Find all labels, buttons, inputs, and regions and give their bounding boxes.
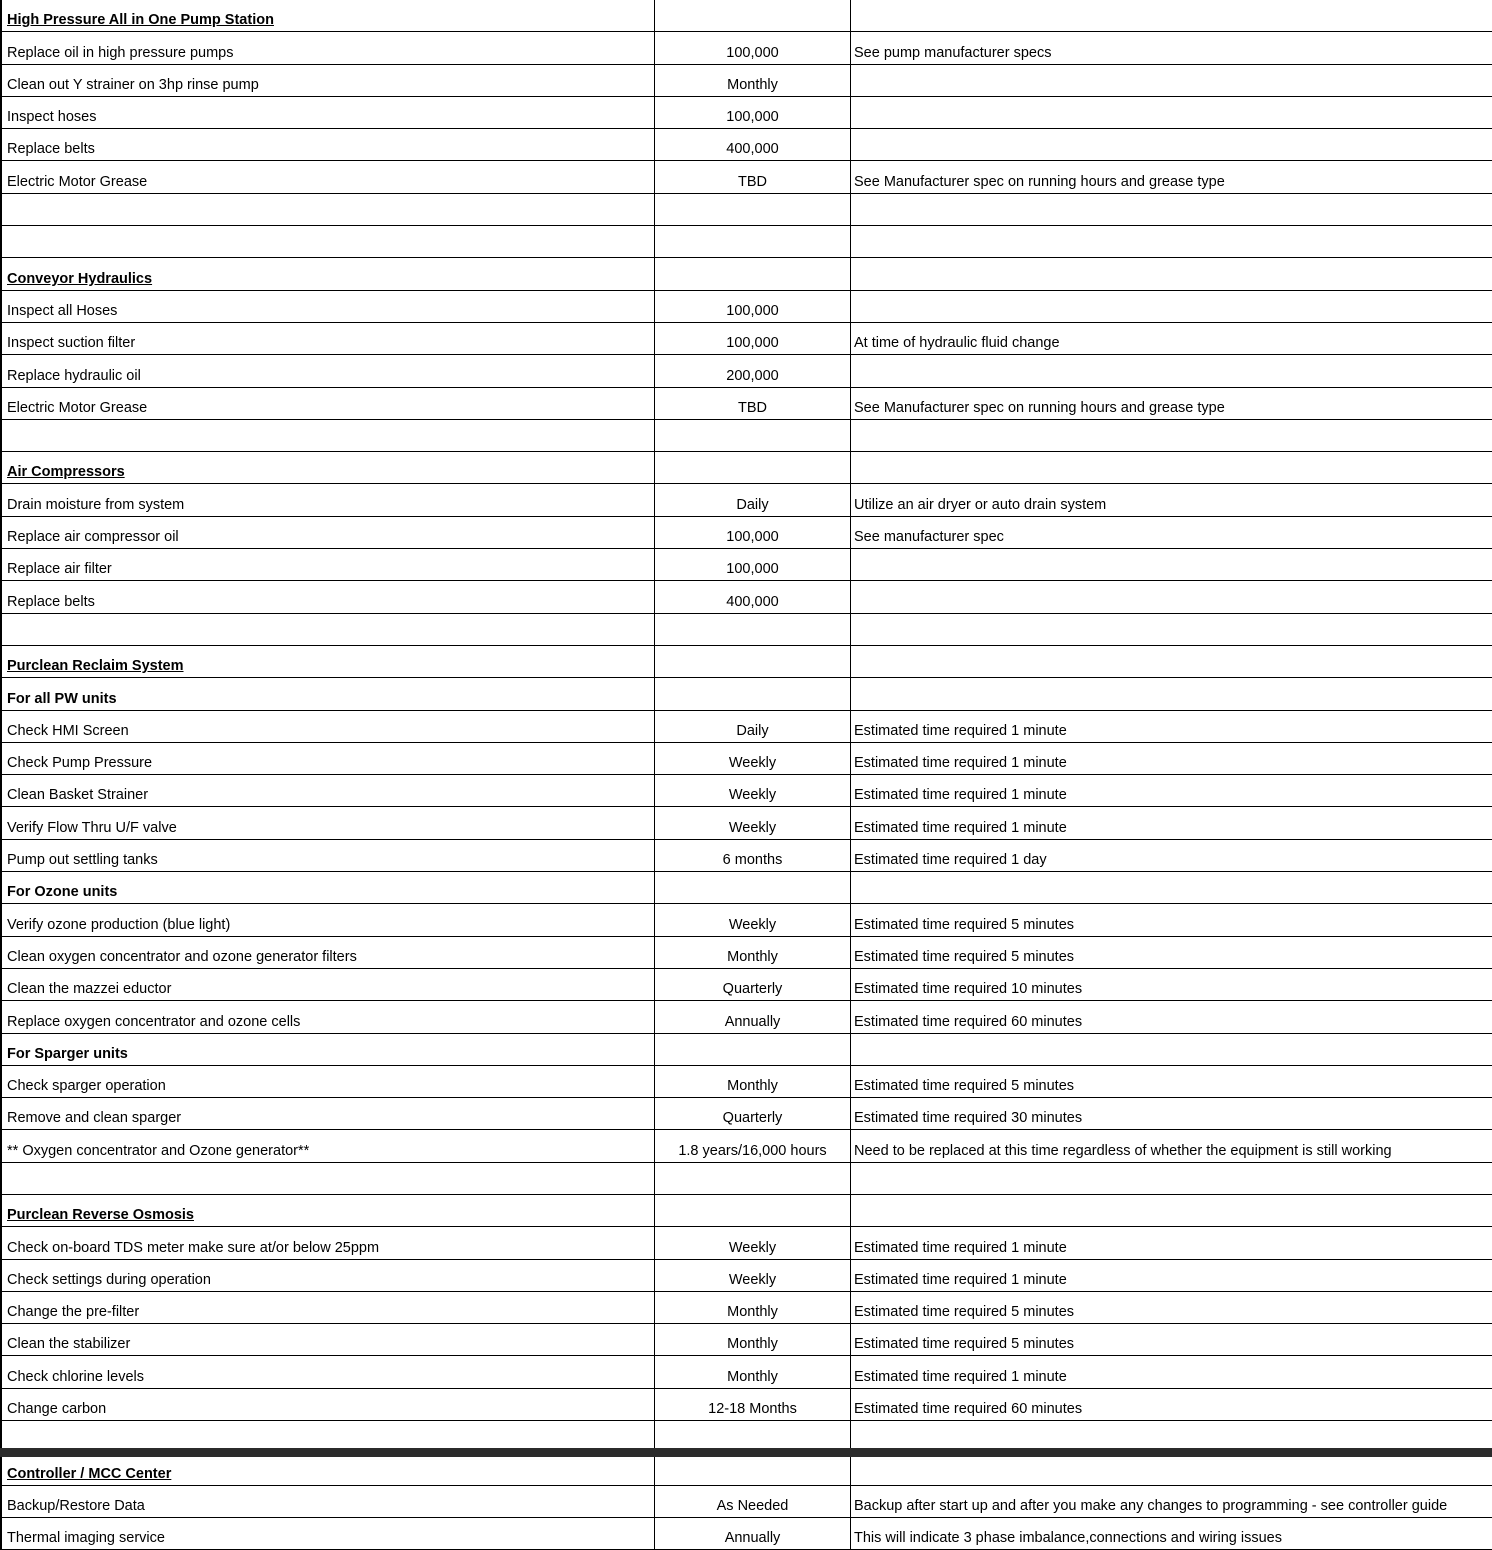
task-row	[1, 129, 1492, 161]
task-cell-text: Replace belts	[7, 141, 95, 157]
interval-cell[interactable]	[655, 1324, 851, 1356]
interval-cell-text: Quarterly	[723, 981, 783, 997]
interval-cell[interactable]	[655, 193, 851, 225]
interval-cell[interactable]	[655, 581, 851, 613]
note-cell-text: Estimated time required 1 minute	[854, 1272, 1067, 1288]
note-cell-text: See Manufacturer spec on running hours and grease type	[854, 400, 1225, 416]
interval-cell-text: 12-18 Months	[708, 1401, 797, 1417]
section-header-row	[1, 645, 1492, 677]
note-cell[interactable]	[851, 742, 1492, 774]
note-cell-text: Estimated time required 1 minute	[854, 723, 1067, 739]
task-row	[1, 1324, 1492, 1356]
interval-cell[interactable]	[655, 775, 851, 807]
note-cell[interactable]	[851, 807, 1492, 839]
task-cell[interactable]	[1, 226, 655, 258]
task-cell[interactable]	[1, 1356, 655, 1388]
interval-cell-text: Monthly	[727, 1078, 778, 1094]
note-cell[interactable]	[851, 775, 1492, 807]
note-cell[interactable]	[851, 1388, 1492, 1420]
task-cell-text: Inspect suction filter	[7, 335, 135, 351]
task-row	[1, 936, 1492, 968]
note-cell-text: Estimated time required 10 minutes	[854, 981, 1082, 997]
note-cell[interactable]	[851, 226, 1492, 258]
task-cell[interactable]	[1, 807, 655, 839]
interval-cell-text: Daily	[736, 497, 768, 513]
interval-cell-text: Weekly	[729, 917, 776, 933]
blank-row	[1, 226, 1492, 258]
task-cell-text: Replace belts	[7, 594, 95, 610]
task-row	[1, 1130, 1492, 1162]
section-title[interactable]	[1, 645, 655, 677]
task-cell[interactable]	[1, 1388, 655, 1420]
interval-cell[interactable]	[655, 452, 851, 484]
task-cell-text: Check sparger operation	[7, 1078, 166, 1094]
task-cell-text: Replace oxygen concentrator and ozone cells	[7, 1014, 300, 1030]
sheet-bottom-edge	[0, 1448, 1492, 1457]
interval-cell[interactable]	[655, 161, 851, 193]
interval-cell-text: 6 months	[723, 852, 783, 868]
interval-cell[interactable]	[655, 742, 851, 774]
task-cell-text: Clean the stabilizer	[7, 1336, 130, 1352]
note-cell-text: See manufacturer spec	[854, 529, 1004, 545]
task-cell-text: Drain moisture from system	[7, 497, 184, 513]
task-row	[1, 1517, 1492, 1549]
task-cell[interactable]	[1, 839, 655, 871]
note-cell[interactable]	[851, 193, 1492, 225]
interval-cell[interactable]	[655, 1485, 851, 1517]
note-cell-text: See pump manufacturer specs	[854, 45, 1051, 61]
task-cell[interactable]	[1, 129, 655, 161]
interval-cell-text: 400,000	[726, 141, 778, 157]
interval-cell-text: 400,000	[726, 594, 778, 610]
note-cell-text: Estimated time required 30 minutes	[854, 1110, 1082, 1126]
task-cell[interactable]	[1, 96, 655, 128]
task-row	[1, 549, 1492, 581]
task-cell-text: Change the pre-filter	[7, 1304, 139, 1320]
note-cell-text: Estimated time required 5 minutes	[854, 1078, 1074, 1094]
interval-cell-text: Monthly	[727, 1336, 778, 1352]
interval-cell[interactable]	[655, 968, 851, 1000]
note-cell[interactable]	[851, 1194, 1492, 1226]
task-row	[1, 710, 1492, 742]
note-cell[interactable]	[851, 1259, 1492, 1291]
task-row	[1, 1485, 1492, 1517]
interval-cell-text: 100,000	[726, 303, 778, 319]
note-cell-text: Estimated time required 1 day	[854, 852, 1047, 868]
task-cell[interactable]	[1, 32, 655, 64]
task-cell-text: Verify ozone production (blue light)	[7, 917, 230, 933]
interval-cell[interactable]	[655, 1098, 851, 1130]
task-row	[1, 904, 1492, 936]
note-cell-text: At time of hydraulic fluid change	[854, 335, 1060, 351]
task-row	[1, 1098, 1492, 1130]
interval-cell-text: TBD	[738, 400, 767, 416]
task-row	[1, 1356, 1492, 1388]
note-cell[interactable]	[851, 484, 1492, 516]
interval-cell[interactable]	[655, 678, 851, 710]
interval-cell[interactable]	[655, 904, 851, 936]
task-cell[interactable]	[1, 968, 655, 1000]
subsection-title-text: For all PW units	[7, 691, 117, 707]
task-cell-text: Backup/Restore Data	[7, 1498, 145, 1514]
interval-cell[interactable]	[655, 1453, 851, 1485]
note-cell[interactable]	[851, 710, 1492, 742]
task-cell[interactable]	[1, 1098, 655, 1130]
interval-cell[interactable]	[655, 1259, 851, 1291]
interval-cell-text: Annually	[725, 1530, 781, 1546]
interval-cell-text: Monthly	[727, 1304, 778, 1320]
subsection-title[interactable]	[1, 678, 655, 710]
note-cell[interactable]	[851, 1324, 1492, 1356]
interval-cell[interactable]	[655, 1162, 851, 1194]
section-title-text: Conveyor Hydraulics	[7, 271, 152, 287]
interval-cell[interactable]	[655, 64, 851, 96]
note-cell[interactable]	[851, 258, 1492, 290]
task-cell-text: ** Oxygen concentrator and Ozone generator**	[7, 1143, 309, 1159]
interval-cell-text: 200,000	[726, 368, 778, 384]
task-row	[1, 581, 1492, 613]
interval-cell[interactable]	[655, 516, 851, 548]
section-title[interactable]	[1, 258, 655, 290]
note-cell-text: Estimated time required 1 minute	[854, 820, 1067, 836]
note-cell[interactable]	[851, 1485, 1492, 1517]
subsection-title-text: For Sparger units	[7, 1046, 128, 1062]
task-cell[interactable]	[1, 613, 655, 645]
note-cell[interactable]	[851, 32, 1492, 64]
task-cell[interactable]	[1, 742, 655, 774]
note-cell[interactable]	[851, 936, 1492, 968]
task-cell-text: Replace oil in high pressure pumps	[7, 45, 234, 61]
note-cell-text: Estimated time required 5 minutes	[854, 1336, 1074, 1352]
note-cell-text: This will indicate 3 phase imbalance,connections and wiring issues	[854, 1530, 1282, 1546]
interval-cell-text: Annually	[725, 1014, 781, 1030]
task-cell[interactable]	[1, 484, 655, 516]
subsection-title[interactable]	[1, 872, 655, 904]
task-cell-text: Thermal imaging service	[7, 1530, 165, 1546]
note-cell-text: Utilize an air dryer or auto drain system	[854, 497, 1106, 513]
note-cell-text: Estimated time required 5 minutes	[854, 917, 1074, 933]
blank-row	[1, 419, 1492, 451]
interval-cell-text: 1.8 years/16,000 hours	[678, 1143, 826, 1159]
interval-cell[interactable]	[655, 484, 851, 516]
interval-cell[interactable]	[655, 872, 851, 904]
section-title[interactable]	[1, 1453, 655, 1485]
note-cell-text: Backup after start up and after you make any changes to programming - see controller guide	[854, 1498, 1447, 1514]
task-row	[1, 32, 1492, 64]
task-cell-text: Check HMI Screen	[7, 723, 129, 739]
task-cell[interactable]	[1, 1291, 655, 1323]
interval-cell[interactable]	[655, 322, 851, 354]
task-cell-text: Check on-board TDS meter make sure at/or below 25ppm	[7, 1240, 379, 1256]
task-cell[interactable]	[1, 1324, 655, 1356]
interval-cell-text: Monthly	[727, 949, 778, 965]
task-cell-text: Inspect all Hoses	[7, 303, 117, 319]
task-cell-text: Remove and clean sparger	[7, 1110, 181, 1126]
task-row	[1, 839, 1492, 871]
note-cell[interactable]	[851, 1130, 1492, 1162]
task-cell[interactable]	[1, 355, 655, 387]
section-title-text: High Pressure All in One Pump Station	[7, 12, 274, 28]
note-cell[interactable]	[851, 129, 1492, 161]
note-cell[interactable]	[851, 872, 1492, 904]
interval-cell[interactable]	[655, 290, 851, 322]
blank-row	[1, 1162, 1492, 1194]
task-cell[interactable]	[1, 64, 655, 96]
note-cell[interactable]	[851, 0, 1492, 32]
task-cell[interactable]	[1, 904, 655, 936]
interval-cell[interactable]	[655, 1130, 851, 1162]
interval-cell[interactable]	[655, 1194, 851, 1226]
interval-cell[interactable]	[655, 1291, 851, 1323]
task-cell-text: Change carbon	[7, 1401, 106, 1417]
interval-cell[interactable]	[655, 419, 851, 451]
interval-cell[interactable]	[655, 0, 851, 32]
note-cell[interactable]	[851, 1517, 1492, 1549]
interval-cell-text: As Needed	[717, 1498, 789, 1514]
section-title[interactable]	[1, 1194, 655, 1226]
section-title-text: Air Compressors	[7, 464, 125, 480]
note-cell-text: Estimated time required 1 minute	[854, 1369, 1067, 1385]
note-cell[interactable]	[851, 678, 1492, 710]
section-title-text: Controller / MCC Center	[7, 1466, 171, 1482]
note-cell[interactable]	[851, 904, 1492, 936]
note-cell[interactable]	[851, 322, 1492, 354]
section-header-row	[1, 1453, 1492, 1485]
task-cell[interactable]	[1, 581, 655, 613]
interval-cell[interactable]	[655, 613, 851, 645]
task-cell-text: Electric Motor Grease	[7, 400, 147, 416]
note-cell-text: Estimated time required 60 minutes	[854, 1401, 1082, 1417]
interval-cell[interactable]	[655, 1388, 851, 1420]
note-cell[interactable]	[851, 581, 1492, 613]
task-row	[1, 64, 1492, 96]
note-cell[interactable]	[851, 452, 1492, 484]
note-cell[interactable]	[851, 1065, 1492, 1097]
interval-cell-text: 100,000	[726, 335, 778, 351]
interval-cell-text: Weekly	[729, 1240, 776, 1256]
task-row	[1, 742, 1492, 774]
note-cell-text: Estimated time required 1 minute	[854, 755, 1067, 771]
interval-cell[interactable]	[655, 1517, 851, 1549]
task-row	[1, 387, 1492, 419]
task-row	[1, 968, 1492, 1000]
note-cell[interactable]	[851, 1001, 1492, 1033]
task-row	[1, 807, 1492, 839]
task-cell-text: Clean Basket Strainer	[7, 787, 148, 803]
section-header-row	[1, 1194, 1492, 1226]
task-row	[1, 290, 1492, 322]
task-cell[interactable]	[1, 936, 655, 968]
task-cell[interactable]	[1, 290, 655, 322]
task-cell[interactable]	[1, 1485, 655, 1517]
interval-cell[interactable]	[655, 129, 851, 161]
interval-cell[interactable]	[655, 839, 851, 871]
task-row	[1, 1227, 1492, 1259]
interval-cell[interactable]	[655, 807, 851, 839]
note-cell[interactable]	[851, 549, 1492, 581]
subsection-header-row	[1, 872, 1492, 904]
note-cell-text: Estimated time required 1 minute	[854, 787, 1067, 803]
task-row	[1, 161, 1492, 193]
task-cell[interactable]	[1, 419, 655, 451]
task-cell[interactable]	[1, 1130, 655, 1162]
task-cell-text: Inspect hoses	[7, 109, 96, 125]
section-title-text: Purclean Reclaim System	[7, 658, 184, 674]
interval-cell-text: Monthly	[727, 77, 778, 93]
task-cell-text: Verify Flow Thru U/F valve	[7, 820, 177, 836]
interval-cell-text: Quarterly	[723, 1110, 783, 1126]
note-cell[interactable]	[851, 839, 1492, 871]
note-cell[interactable]	[851, 1033, 1492, 1065]
note-cell-text: See Manufacturer spec on running hours and grease type	[854, 174, 1225, 190]
task-cell-text: Clean the mazzei eductor	[7, 981, 171, 997]
maintenance-schedule-body	[1, 0, 1492, 1550]
subsection-title[interactable]	[1, 1033, 655, 1065]
note-cell[interactable]	[851, 419, 1492, 451]
interval-cell-text: Weekly	[729, 820, 776, 836]
interval-cell[interactable]	[655, 96, 851, 128]
task-cell-text: Pump out settling tanks	[7, 852, 158, 868]
note-cell[interactable]	[851, 613, 1492, 645]
subsection-header-row	[1, 678, 1492, 710]
note-cell[interactable]	[851, 161, 1492, 193]
task-row	[1, 1001, 1492, 1033]
note-cell[interactable]	[851, 1356, 1492, 1388]
section-header-row	[1, 0, 1492, 32]
interval-cell[interactable]	[655, 549, 851, 581]
task-cell[interactable]	[1, 1065, 655, 1097]
note-cell[interactable]	[851, 645, 1492, 677]
interval-cell[interactable]	[655, 710, 851, 742]
note-cell-text: Estimated time required 5 minutes	[854, 1304, 1074, 1320]
note-cell[interactable]	[851, 1098, 1492, 1130]
note-cell[interactable]	[851, 968, 1492, 1000]
note-cell-text: Estimated time required 60 minutes	[854, 1014, 1082, 1030]
interval-cell[interactable]	[655, 936, 851, 968]
note-cell[interactable]	[851, 516, 1492, 548]
task-row	[1, 775, 1492, 807]
interval-cell[interactable]	[655, 32, 851, 64]
task-cell-text: Replace air filter	[7, 561, 112, 577]
note-cell-text: Estimated time required 1 minute	[854, 1240, 1067, 1256]
task-row	[1, 355, 1492, 387]
interval-cell-text: Weekly	[729, 787, 776, 803]
interval-cell[interactable]	[655, 645, 851, 677]
section-title[interactable]	[1, 452, 655, 484]
interval-cell[interactable]	[655, 1065, 851, 1097]
task-row	[1, 484, 1492, 516]
note-cell-text: Need to be replaced at this time regardless of whether the equipment is still working	[854, 1143, 1392, 1159]
note-cell[interactable]	[851, 355, 1492, 387]
task-row	[1, 1388, 1492, 1420]
interval-cell[interactable]	[655, 1227, 851, 1259]
task-cell[interactable]	[1, 1517, 655, 1549]
interval-cell[interactable]	[655, 387, 851, 419]
task-cell-text: Clean out Y strainer on 3hp rinse pump	[7, 77, 259, 93]
subsection-header-row	[1, 1033, 1492, 1065]
task-cell-text: Clean oxygen concentrator and ozone generator filters	[7, 949, 357, 965]
interval-cell-text: 100,000	[726, 109, 778, 125]
note-cell[interactable]	[851, 290, 1492, 322]
task-cell[interactable]	[1, 1001, 655, 1033]
interval-cell-text: 100,000	[726, 529, 778, 545]
task-cell[interactable]	[1, 1162, 655, 1194]
interval-cell[interactable]	[655, 1033, 851, 1065]
task-cell[interactable]	[1, 193, 655, 225]
interval-cell[interactable]	[655, 258, 851, 290]
task-cell[interactable]	[1, 516, 655, 548]
task-row	[1, 1065, 1492, 1097]
task-cell[interactable]	[1, 710, 655, 742]
task-cell[interactable]	[1, 387, 655, 419]
blank-row	[1, 193, 1492, 225]
note-cell[interactable]	[851, 64, 1492, 96]
subsection-title-text: For Ozone units	[7, 884, 117, 900]
task-row	[1, 1259, 1492, 1291]
interval-cell-text: TBD	[738, 174, 767, 190]
task-cell[interactable]	[1, 322, 655, 354]
task-cell[interactable]	[1, 549, 655, 581]
note-cell[interactable]	[851, 387, 1492, 419]
task-cell-text: Check Pump Pressure	[7, 755, 152, 771]
task-row	[1, 322, 1492, 354]
task-row	[1, 516, 1492, 548]
interval-cell-text: 100,000	[726, 45, 778, 61]
blank-row	[1, 613, 1492, 645]
task-cell[interactable]	[1, 161, 655, 193]
section-title-text: Purclean Reverse Osmosis	[7, 1207, 194, 1223]
task-cell[interactable]	[1, 775, 655, 807]
task-cell-text: Check settings during operation	[7, 1272, 211, 1288]
note-cell[interactable]	[851, 96, 1492, 128]
section-header-row	[1, 452, 1492, 484]
task-cell[interactable]	[1, 1227, 655, 1259]
interval-cell-text: Daily	[736, 723, 768, 739]
interval-cell[interactable]	[655, 1001, 851, 1033]
task-row	[1, 96, 1492, 128]
note-cell[interactable]	[851, 1227, 1492, 1259]
interval-cell-text: Weekly	[729, 755, 776, 771]
interval-cell-text: Weekly	[729, 1272, 776, 1288]
note-cell-text: Estimated time required 5 minutes	[854, 949, 1074, 965]
section-header-row	[1, 258, 1492, 290]
note-cell[interactable]	[851, 1291, 1492, 1323]
interval-cell-text: 100,000	[726, 561, 778, 577]
task-row	[1, 1291, 1492, 1323]
section-title[interactable]	[1, 0, 655, 32]
task-cell[interactable]	[1, 1259, 655, 1291]
note-cell[interactable]	[851, 1162, 1492, 1194]
interval-cell-text: Monthly	[727, 1369, 778, 1385]
task-cell-text: Check chlorine levels	[7, 1369, 144, 1385]
task-cell-text: Electric Motor Grease	[7, 174, 147, 190]
note-cell[interactable]	[851, 1453, 1492, 1485]
task-cell-text: Replace air compressor oil	[7, 529, 179, 545]
interval-cell[interactable]	[655, 1356, 851, 1388]
interval-cell[interactable]	[655, 226, 851, 258]
task-cell-text: Replace hydraulic oil	[7, 368, 141, 384]
interval-cell[interactable]	[655, 355, 851, 387]
